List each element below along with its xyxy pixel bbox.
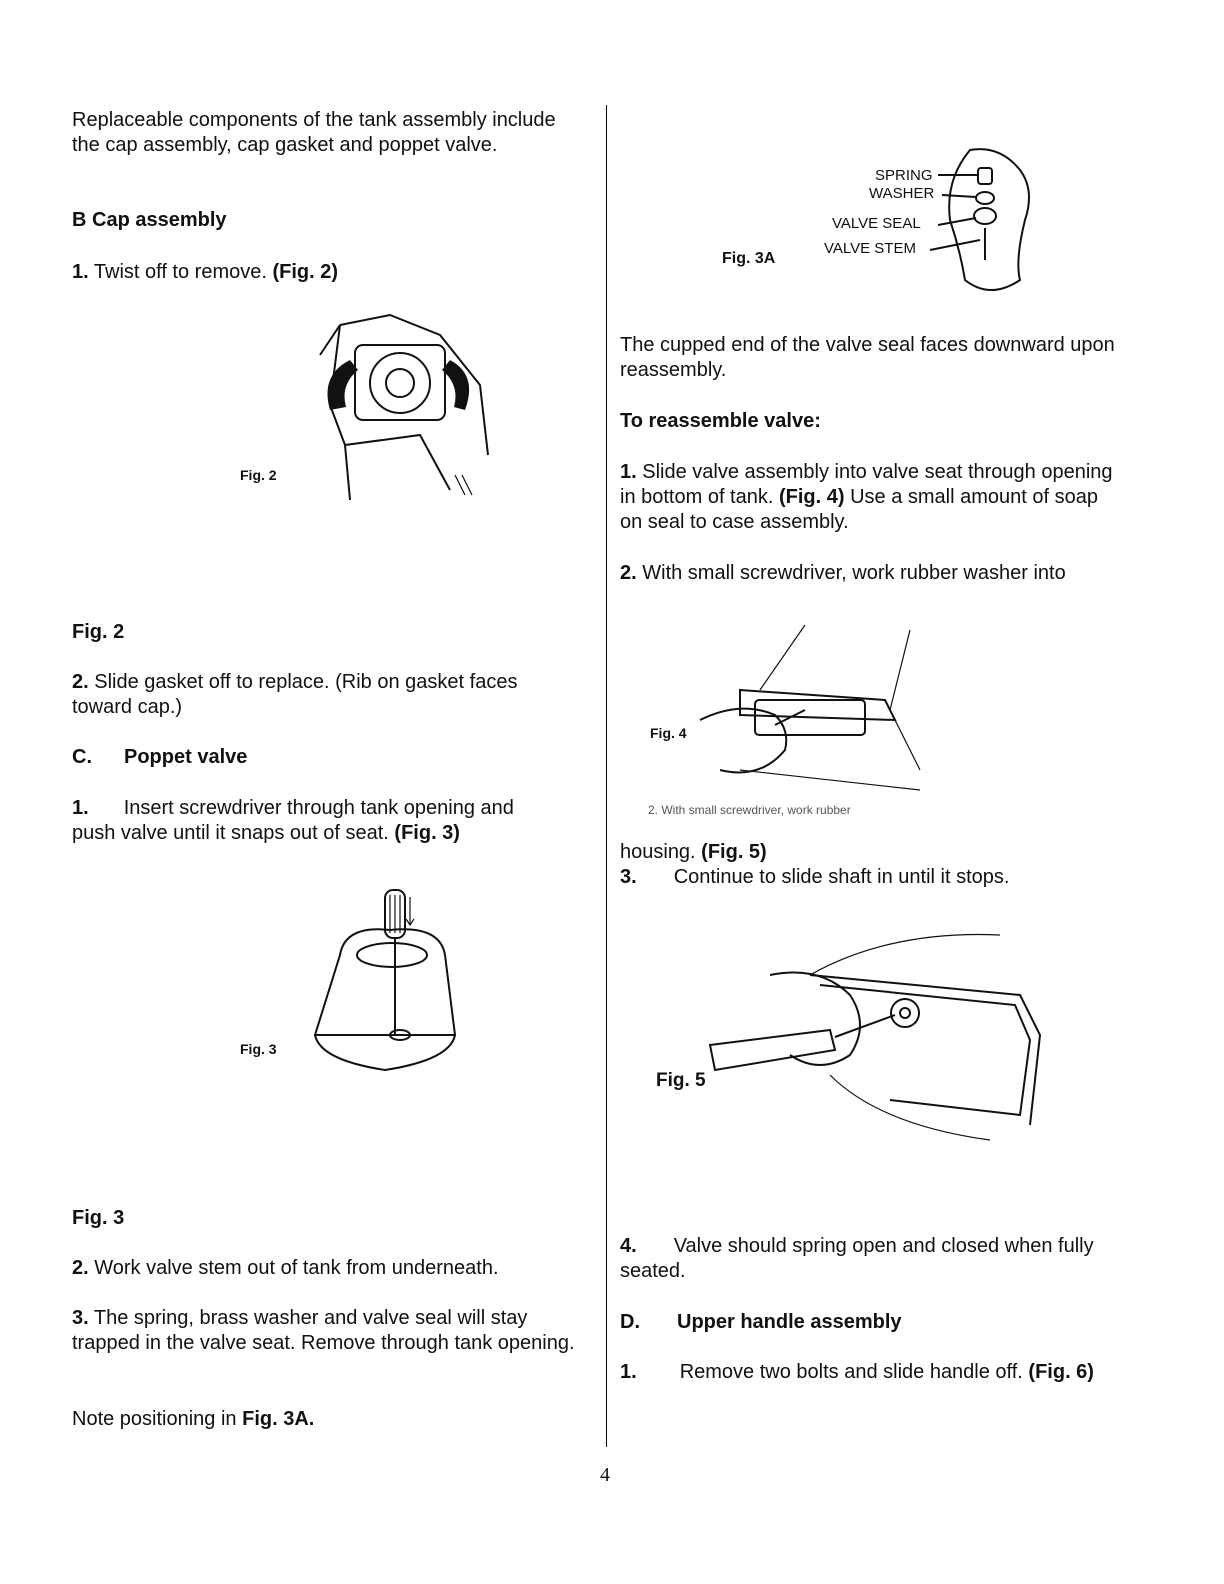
reassemble-step-4: 4. Valve should spring open and closed when fully seated.: [620, 1235, 1094, 1282]
fig3-drawing: [310, 885, 470, 1095]
page-number: 4: [600, 1464, 610, 1486]
part-spring-label: SPRING: [875, 167, 933, 184]
part-valve-stem-label: VALVE STEM: [824, 240, 916, 257]
upper-handle-heading: D. Upper handle assembly: [620, 1311, 902, 1333]
cupped-end-paragraph: The cupped end of the valve seal faces downward upon reassembly.: [620, 334, 1115, 381]
fig4-washer-illustration: [680, 620, 970, 795]
fig4-ghost-caption: 2. With small screwdriver, work rubber: [648, 803, 851, 817]
housing-line: housing. (Fig. 5): [620, 841, 767, 863]
poppet-step-2: 2. Work valve stem out of tank from underneath.: [72, 1257, 499, 1279]
fig2-cap-illustration: [300, 315, 500, 505]
fig3a-label: Fig. 3A: [722, 250, 776, 267]
fig5-label: Fig. 5: [656, 1070, 706, 1091]
note-positioning: Note positioning in Fig. 3A.: [72, 1408, 315, 1430]
fig2-small-label: Fig. 2: [240, 467, 277, 483]
cap-step-1: 1. Twist off to remove. (Fig. 2): [72, 261, 339, 283]
cap-step-2: 2. Slide gasket off to replace. (Rib on gasket faces toward cap.): [72, 671, 518, 718]
fig5-drawing: [700, 925, 1050, 1150]
fig5-shaft-illustration: [700, 925, 1050, 1150]
fig4-drawing: [680, 620, 970, 795]
part-valve-seal-label: VALVE SEAL: [832, 215, 921, 232]
column-divider: [606, 105, 607, 1447]
reassemble-step-3: 3. Continue to slide shaft in until it stops.: [620, 866, 1010, 888]
fig3-small-label: Fig. 3: [240, 1041, 277, 1057]
poppet-step-1: 1. Insert screwdriver through tank opening and push valve until it snaps out of seat. (Fig. 3): [72, 797, 514, 844]
intro-paragraph: Replaceable components of the tank assembly include the cap assembly, cap gasket and poppet valve.: [72, 109, 556, 156]
reassemble-step-1: 1. Slide valve assembly into valve seat through opening in bottom of tank. (Fig. 4) Use a small amount of soap on seal to case assembly.: [620, 461, 1113, 533]
upper-handle-step-1: 1. Remove two bolts and slide handle off. (Fig. 6): [620, 1361, 1094, 1383]
reassemble-step-2: 2. With small screwdriver, work rubber washer into: [620, 562, 1066, 584]
cap-assembly-heading: B Cap assembly: [72, 209, 227, 231]
fig3-valve-illustration: [310, 885, 470, 1095]
fig3-caption: Fig. 3: [72, 1207, 125, 1229]
fig4-label: Fig. 4: [650, 725, 687, 741]
poppet-step-3: 3. The spring, brass washer and valve seal will stay trapped in the valve seat. Remove through tank opening.: [72, 1307, 575, 1354]
part-washer-label: WASHER: [869, 185, 935, 202]
fig2-drawing: [300, 315, 500, 505]
fig2-caption: Fig. 2: [72, 621, 125, 643]
reassemble-heading: To reassemble valve:: [620, 410, 821, 432]
poppet-valve-heading: C. Poppet valve: [72, 746, 248, 768]
